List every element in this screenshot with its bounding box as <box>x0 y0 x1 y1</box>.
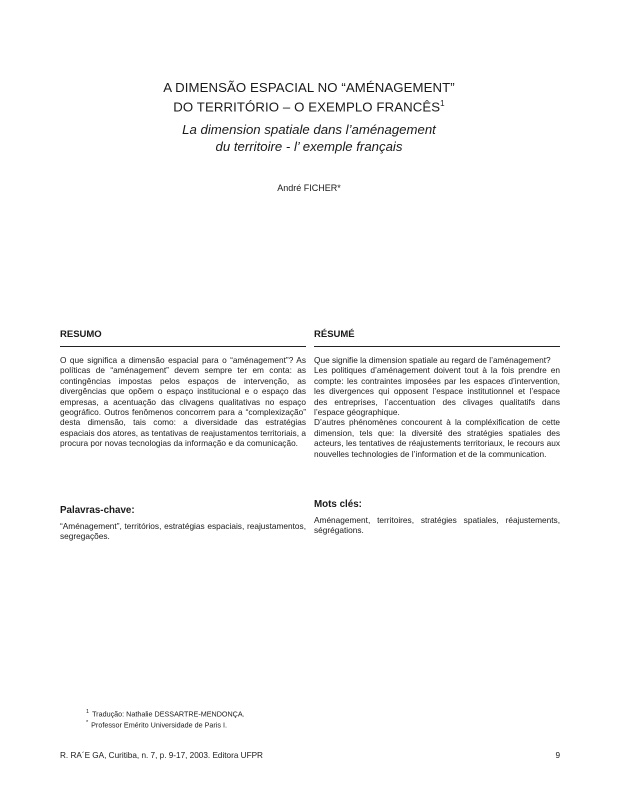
palavras-chave-text: “Aménagement”, territórios, estratégias espaciais, reajustamentos, segregações. <box>60 521 306 542</box>
footnote-1 <box>86 708 245 719</box>
page-number: 9 <box>555 751 560 760</box>
page-subtitle-fr <box>40 121 578 155</box>
resumo-heading: RESUMO <box>60 329 102 340</box>
footnotes <box>86 708 245 730</box>
resumo-heading-rule <box>60 346 306 347</box>
footnote-1-mark: 1 <box>86 709 90 715</box>
title-line-1: A DIMENSÃO ESPACIAL NO “AMÉNAGEMENT” <box>163 80 455 95</box>
title-line-2-wrap <box>40 96 578 115</box>
subtitle-line-2: du territoire - l’ exemple français <box>215 139 403 155</box>
resumo-text: O que significa a dimensão espacial para o “aménagement”? As políticas de “aménagement” devem sempre ter em conta: as contingências impostas pelos espaços de intervenção, as divergências que opõem o espaço institucional e o espaço das empresas, a acentuação das clivagens qualitativas no espaço geográfico. Outros fenômenos concorrem para a “complexização” desta dimensão, tais como: a diversidade das estratégias espaciais dos atores, as tentativas de reajustamentos territoriais, a procura por novas tecnologias da informação e da comunicação. <box>60 355 306 449</box>
footnote-2 <box>86 719 245 730</box>
palavras-chave-heading: Palavras-chave: <box>60 505 135 516</box>
page-title-pt <box>40 80 578 115</box>
resume-heading: RÉSUMÉ <box>314 329 355 340</box>
title-block <box>40 80 578 193</box>
resume-paragraph-2: Les politiques d’aménagement doivent tout à la fois prendre en compte: les contraintes imposées par les espaces d’intervention, les divergences qui opposent l’espace institutionnel et l’espace des entreprises, l’accentuation des clivages qualitatifs dans l’espace géographique. <box>314 365 560 418</box>
footnote-2-text: Professor Emérito Universidade de Paris I. <box>91 720 227 730</box>
resume-heading-rule <box>314 346 560 347</box>
mots-cles-text: Aménagement, territoires, stratégies spatiales, réajustements, ségrégations. <box>314 515 560 536</box>
resume-text <box>314 355 560 459</box>
title-footnote-mark: 1 <box>440 99 445 108</box>
resume-paragraph-1: Que signifie la dimension spatiale au regard de l’aménagement? <box>314 355 551 365</box>
footnote-1-text: Tradução: Nathalie DESSARTRE-MENDONÇA. <box>92 709 245 719</box>
author-name: André FICHER* <box>277 183 341 194</box>
resume-paragraph-3: D’autres phénomènes concourent à la compléxification de cette dimension, tels que: la diversité des stratégies spatiales des acteurs, les tentatives de réajustements territoriaux, le recours aux nouvelles technologies de l’information et de la communication. <box>314 417 560 459</box>
page-footer <box>60 751 560 760</box>
subtitle-line-1: La dimension spatiale dans l’aménagement <box>182 122 436 138</box>
footnote-2-mark: * <box>86 719 89 726</box>
journal-citation: R. RA´E GA, Curitiba, n. 7, p. 9-17, 2003. Editora UFPR <box>60 751 263 760</box>
mots-cles-heading: Mots clés: <box>314 499 362 510</box>
title-line-2: DO TERRITÓRIO – O EXEMPLO FRANCÊS <box>173 99 441 115</box>
